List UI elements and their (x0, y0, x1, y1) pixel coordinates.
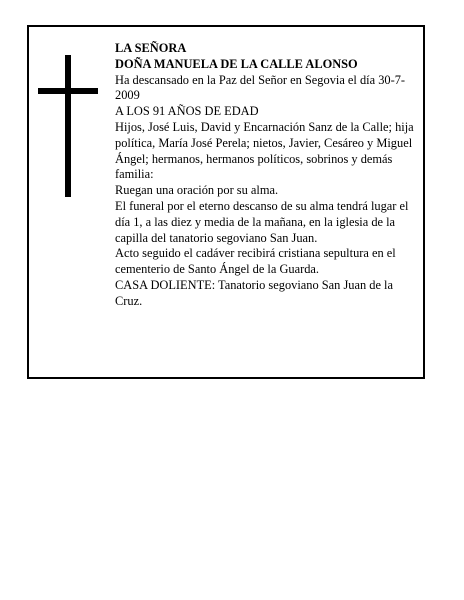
cross-vertical-bar (65, 55, 71, 197)
burial-details: Acto seguido el cadáver recibirá cristiana sepultura en el cementerio de Santo Ángel de la Guarda. (115, 246, 396, 277)
cross-icon (38, 55, 98, 197)
family-list: Hijos, José Luis, David y Encarnación Sanz de la Calle; hija política, María José Perela; nietos, Javier, Cesáreo y Miguel Ángel; hermanos, hermanos políticos, sobrinos y demás familia: (115, 119, 414, 182)
cross-horizontal-bar (38, 88, 98, 94)
obituary-notice (27, 25, 425, 379)
deceased-name: DOÑA MANUELA DE LA CALLE ALONSO (115, 56, 358, 71)
mourning-house: CASA DOLIENTE: Tanatorio segoviano San Juan de la Cruz. (115, 277, 393, 308)
obituary-title: LA SEÑORA (115, 41, 187, 55)
funeral-details: El funeral por el eterno descanso de su alma tendrá lugar el día 1, a las diez y media de la mañana, en la iglesia de la capilla del tanatorio segoviano San Juan. (115, 198, 409, 245)
prayer-request: Ruegan una oración por su alma. (115, 183, 279, 198)
age-at-death: A LOS 91 AÑOS DE EDAD (115, 104, 259, 119)
death-announcement: Ha descansado en la Paz del Señor en Segovia el día 30-7-2009 (115, 72, 406, 103)
obituary-text (115, 41, 420, 310)
